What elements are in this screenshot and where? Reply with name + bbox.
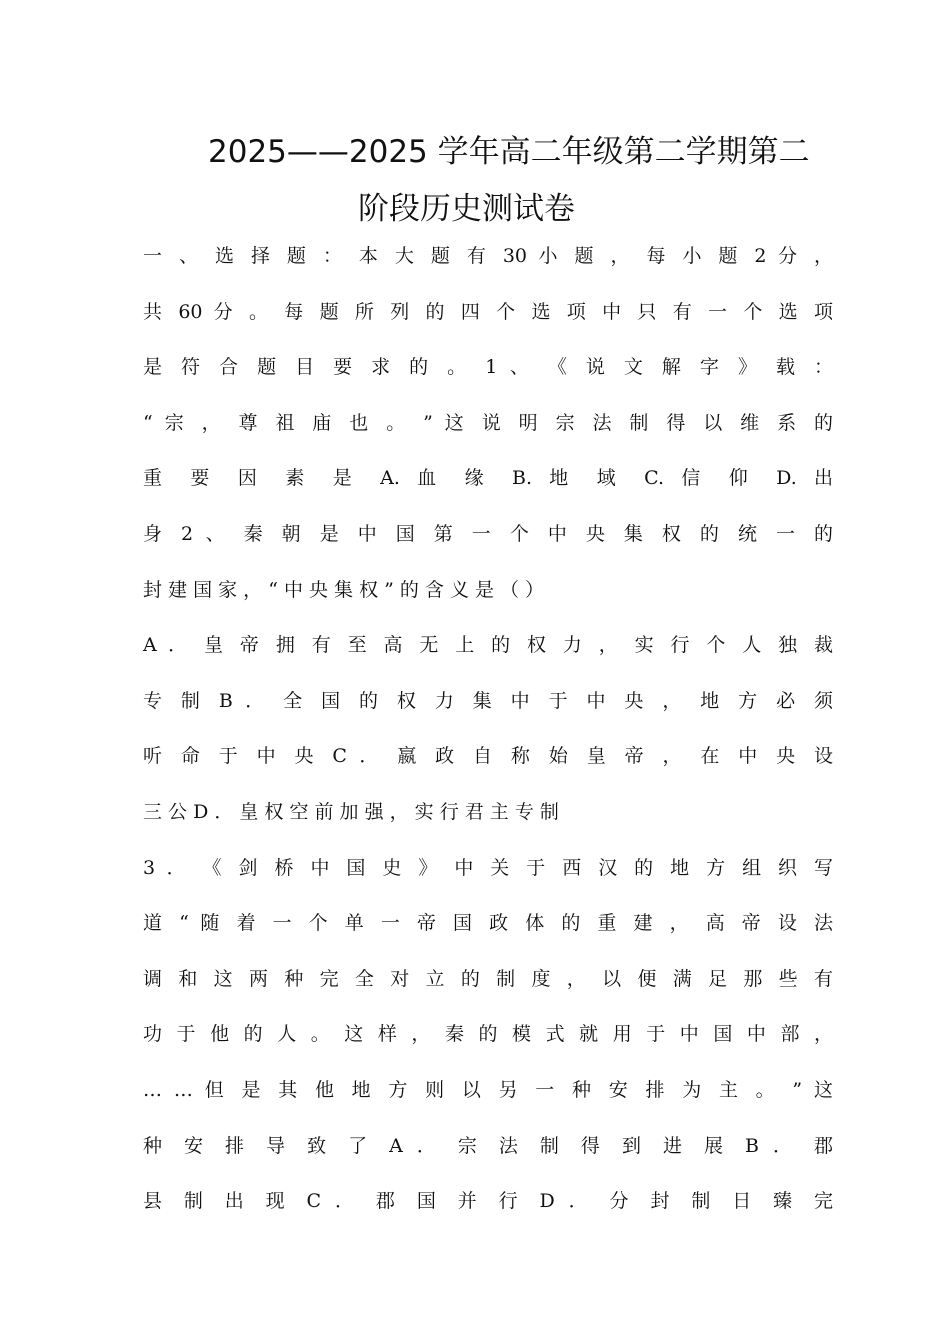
page-title-line-2: 阶段历史测试卷 xyxy=(358,191,575,227)
body-line: 身 2 、 秦 朝 是 中 国 第 一 个 中 央 集 权 的 统 一 的 xyxy=(143,522,833,545)
document-body xyxy=(143,238,833,1239)
body-line: 重 要 因 素 是 A. 血 缘 B. 地 域 C. 信 仰 D. 出 xyxy=(143,467,833,490)
body-line: 道 “ 随 着 一 个 单 一 帝 国 政 体 的 重 建 ， 高 帝 设 法 xyxy=(143,912,833,935)
body-line: 种 安 排 导 致 了 A ． 宗 法 制 得 到 进 展 B ． 郡 xyxy=(143,1134,833,1157)
body-line: 一 、 选 择 题 ： 本 大 题 有 30 小 题 ， 每 小 题 2 分 ， xyxy=(143,245,833,267)
body-line: 功 于 他 的 人 。 这 样 ， 秦 的 模 式 就 用 于 中 国 中 部 ， xyxy=(143,1023,833,1046)
body-line: 是 符 合 题 目 要 求 的 。 1 、 《 说 文 解 字 》 载 ： xyxy=(143,356,833,379)
body-line: 三 公 D ． 皇 权 空 前 加 强 ， 实 行 君 主 专 制 xyxy=(143,800,559,823)
body-line: 县 制 出 现 C ． 郡 国 并 行 D ． 分 封 制 日 臻 完 xyxy=(143,1190,833,1213)
body-line: 专 制 B ． 全 国 的 权 力 集 中 于 中 央 ， 地 方 必 须 xyxy=(143,689,833,712)
body-line: … … 但 是 其 他 地 方 则 以 另 一 种 安 排 为 主 。 ” 这 xyxy=(143,1078,833,1101)
page-title-line-1: 2025——2025 学年高二年级第二学期第二 xyxy=(208,134,810,170)
body-line: “ 宗 ， 尊 祖 庙 也 。 ” 这 说 明 宗 法 制 得 以 维 系 的 xyxy=(143,411,833,434)
body-line: 听 命 于 中 央 C ． 嬴 政 自 称 始 皇 帝 ， 在 中 央 设 xyxy=(143,745,833,768)
body-line: A ． 皇 帝 拥 有 至 高 无 上 的 权 力 ， 实 行 个 人 独 裁 xyxy=(143,634,833,657)
body-line: 封 建 国 家 ， “ 中 央 集 权 ” 的 含 义 是 （ ） xyxy=(143,578,545,601)
body-line: 3 ． 《 剑 桥 中 国 史 》 中 关 于 西 汉 的 地 方 组 织 写 xyxy=(143,856,833,879)
body-line: 共 60 分 。 每 题 所 列 的 四 个 选 项 中 只 有 一 个 选 项 xyxy=(143,300,833,323)
body-line: 调 和 这 两 种 完 全 对 立 的 制 度 ， 以 便 满 足 那 些 有 xyxy=(143,967,833,990)
